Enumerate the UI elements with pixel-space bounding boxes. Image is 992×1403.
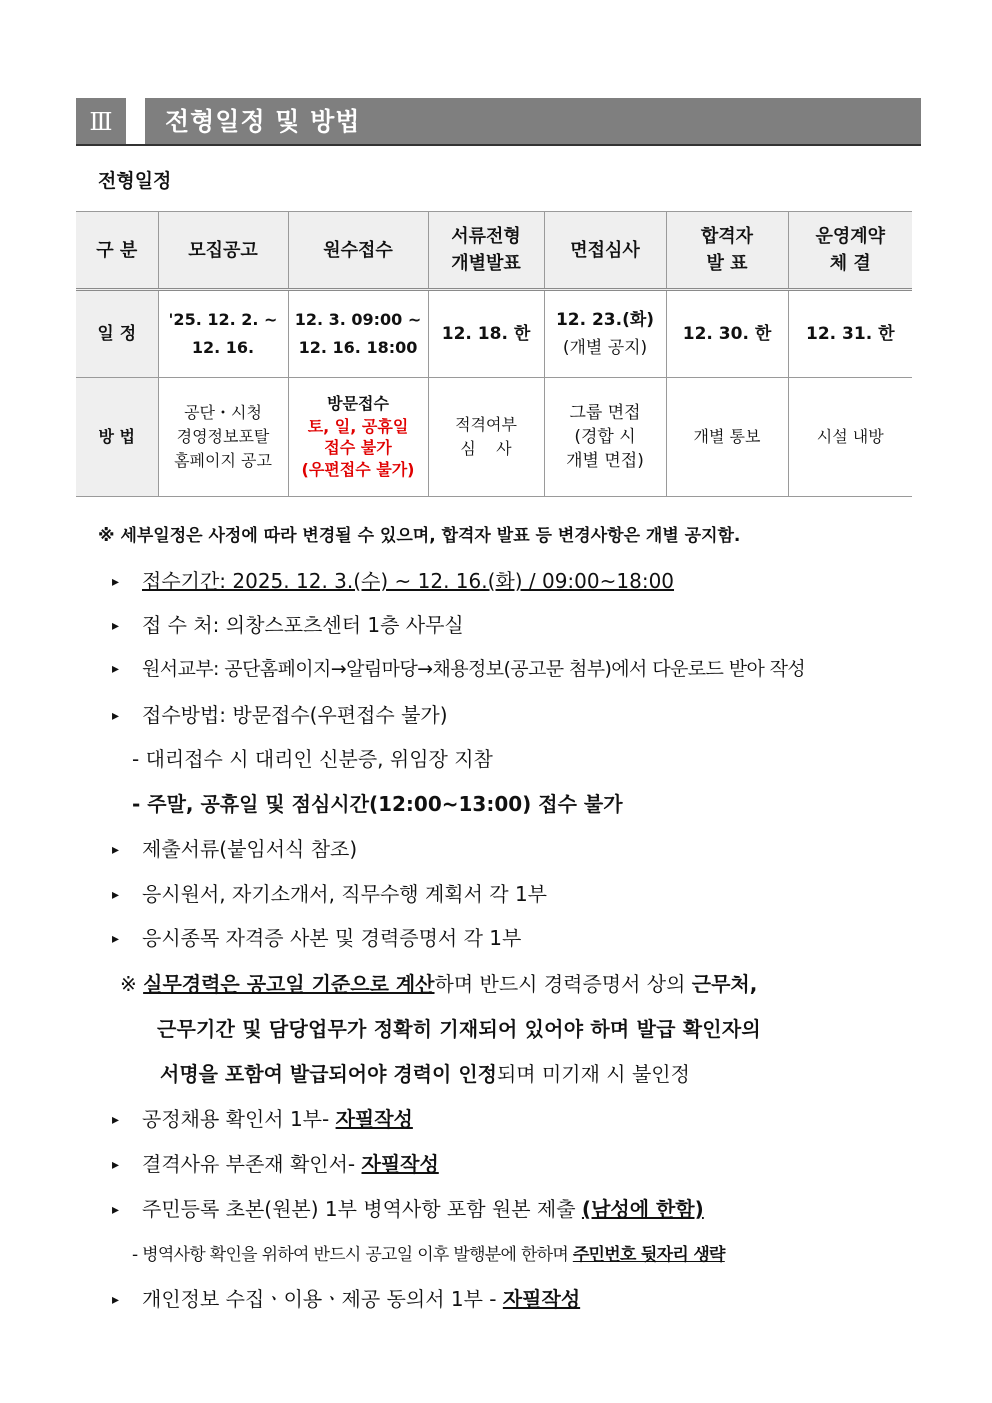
table-header-row — [76, 212, 912, 290]
header-cell: 원수접수 — [288, 212, 428, 290]
list-item: ▸ 응시종목 자격증 사본 및 경력증명서 각 1부 — [112, 926, 522, 950]
table-cell: 12. 30. 한 — [666, 290, 788, 378]
receipt-method: 방문접수 — [327, 394, 389, 413]
experience-note-line: 서명을 포함여 발급되어야 경력이 인정되며 미기재 시 불인정 — [160, 1062, 690, 1086]
section-header — [76, 98, 921, 146]
table-cell: 적격여부 심 사 — [428, 378, 544, 497]
header-underline — [76, 144, 921, 146]
list-item: ▸ 공정채용 확인서 1부- 자필작성 — [112, 1107, 413, 1131]
table-cell: '25. 12. 2. ~ 12. 16. — [158, 290, 288, 378]
schedule-notice: ※ 세부일정은 사정에 따라 변경될 수 있으며, 합격자 발표 등 변경사항은 개별 공지함. — [98, 526, 741, 546]
table-cell: 그룹 면접 (경합 시 개별 면접) — [544, 378, 666, 497]
header-cell: 운영계약 체 결 — [788, 212, 912, 290]
receipt-restriction-post: (우편접수 불가) — [301, 460, 415, 479]
list-item: ▸ 접 수 처: 의창스포츠센터 1층 사무실 — [112, 613, 464, 637]
schedule-label: 전형일정 — [98, 170, 172, 192]
list-item: ▸ 원서교부: 공단홈페이지→알림마당→채용정보(공고문 첨부)에서 다운로드 받아 작성 — [112, 658, 806, 680]
list-item: ▸ 접수기간: 2025. 12. 3.(수) ~ 12. 16.(화) / 09:00~18:00 — [112, 569, 675, 593]
sub-item: - 병역사항 확인을 위하여 반드시 공고일 이후 발행분에 한하며 주민번호 뒷자리 생략 — [132, 1245, 725, 1265]
table-cell — [544, 290, 666, 378]
table-cell: 12. 18. 한 — [428, 290, 544, 378]
receipt-restriction: 토, 일, 공휴일 접수 불가 — [307, 417, 409, 457]
list-item: ▸ 개인정보 수집ㆍ이용ㆍ제공 동의서 1부 - 자필작성 — [112, 1287, 581, 1311]
list-item: ▸ 결격사유 부존재 확인서- 자필작성 — [112, 1152, 439, 1176]
table-cell: 공단・시청 경영정보포탈 홈페이지 공고 — [158, 378, 288, 497]
bullet-icon: ▸ — [112, 842, 120, 858]
header-cell: 모집공고 — [158, 212, 288, 290]
interview-note: (개별 공지) — [562, 338, 648, 358]
bullet-icon: ▸ — [112, 708, 120, 724]
bullet-icon: ▸ — [112, 1157, 120, 1173]
list-item: ▸ 제출서류(붙임서식 참조) — [112, 837, 358, 861]
bullet-icon: ▸ — [112, 1292, 120, 1308]
list-item: ▸ 주민등록 초본(원본) 1부 병역사항 포함 원본 제출 (남성에 한함) — [112, 1197, 704, 1221]
sub-item: - 주말, 공휴일 및 점심시간(12:00~13:00) 접수 불가 — [132, 792, 623, 816]
row-label: 일 정 — [76, 290, 158, 378]
list-item: ▸ 응시원서, 자기소개서, 직무수행 계획서 각 1부 — [112, 882, 547, 906]
header-cell: 합격자 발 표 — [666, 212, 788, 290]
experience-note-line: 근무기간 및 담당업무가 정확히 기재되어 있어야 하며 발급 확인자의 — [157, 1017, 761, 1041]
header-cell: 구 분 — [76, 212, 158, 290]
bullet-icon: ▸ — [112, 1202, 120, 1218]
bullet-icon: ▸ — [112, 618, 120, 634]
table-cell: 시설 내방 — [788, 378, 912, 497]
bullet-icon: ▸ — [112, 1112, 120, 1128]
list-item: ▸ 접수방법: 방문접수(우편접수 불가) — [112, 703, 448, 727]
table-cell — [288, 378, 428, 497]
table-cell: 12. 3. 09:00 ~ 12. 16. 18:00 — [288, 290, 428, 378]
table-cell: 개별 통보 — [666, 378, 788, 497]
section-title: 전형일정 및 방법 — [145, 98, 921, 146]
section-number: Ⅲ — [76, 98, 126, 146]
schedule-row — [76, 290, 912, 378]
bullet-icon: ▸ — [112, 931, 120, 947]
bullet-icon: ▸ — [112, 887, 120, 903]
header-cell: 서류전형 개별발표 — [428, 212, 544, 290]
row-label: 방 법 — [76, 378, 158, 497]
table-cell: 12. 31. 한 — [788, 290, 912, 378]
schedule-table — [76, 211, 912, 497]
interview-date: 12. 23.(화) — [555, 310, 655, 330]
sub-item: - 대리접수 시 대리인 신분증, 위임장 지참 — [132, 747, 493, 771]
header-cell: 면접심사 — [544, 212, 666, 290]
bullet-icon: ▸ — [112, 574, 120, 590]
experience-note: ※ 실무경력은 공고일 기준으로 계산하며 반드시 경력증명서 상의 근무처, — [120, 972, 758, 996]
method-row — [76, 378, 912, 497]
bullet-icon: ▸ — [112, 661, 119, 677]
